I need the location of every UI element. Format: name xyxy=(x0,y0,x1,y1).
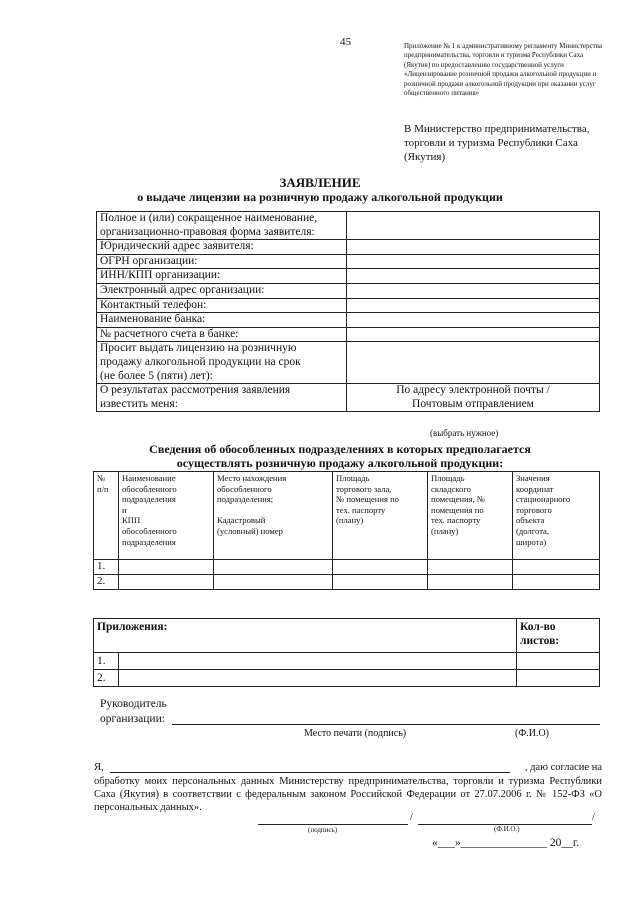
stamp-caption: Место печати (подпись) xyxy=(304,728,407,739)
fio-caption: (Ф.И.О) xyxy=(515,728,550,739)
form-label: Просит выдать лицензию на розничную продажу алкогольной продукции на срок (не более 5 (пяти) лет): xyxy=(97,342,347,384)
addressee-line: торговли и туризма Республики Саха xyxy=(404,137,578,149)
table-row xyxy=(94,670,600,687)
row-number: 1. xyxy=(94,560,119,575)
col-header-coordinates: Значения координат стационарного торгового объекта (долгота, широта) xyxy=(513,472,600,560)
inn-kpp-field[interactable] xyxy=(347,269,600,284)
row-number: 2. xyxy=(94,575,119,590)
attachment-cell[interactable] xyxy=(119,670,517,687)
sheets-header: Кол-во листов: xyxy=(517,619,600,653)
page-number: 45 xyxy=(340,36,351,48)
sheets-cell[interactable] xyxy=(517,653,600,670)
table-cell[interactable] xyxy=(119,575,214,590)
form-label: Полное и (или) сокращенное наименование, организационно-правовая форма заявителя: xyxy=(97,212,347,240)
table-header-row xyxy=(94,619,600,653)
license-term-field[interactable] xyxy=(347,342,600,384)
table-row xyxy=(94,560,600,575)
attachment-cell[interactable] xyxy=(119,653,517,670)
table-cell[interactable] xyxy=(513,575,600,590)
addressee-line: (Якутия) xyxy=(404,151,446,163)
attachments-header: Приложения: xyxy=(94,619,517,653)
notify-options xyxy=(347,384,600,412)
section-title: Сведения об обособленных подразделениях в которых предполагается осуществлять розничную продажу алкогольной продукции: xyxy=(149,442,531,470)
form-label: Контактный телефон: xyxy=(97,298,347,313)
addressee-line: В Министерство предпринимательства, xyxy=(404,123,590,135)
ogrn-field[interactable] xyxy=(347,254,600,269)
slash-end: / xyxy=(592,812,595,823)
consent-tail: , даю согласие на xyxy=(524,762,602,773)
fio-caption-2: (Ф.И.О.) xyxy=(494,825,520,833)
form-row xyxy=(97,342,600,384)
date-line[interactable]: «___»_______________ 20__г. xyxy=(432,837,580,849)
notify-option-post[interactable]: Почтовым отправлением xyxy=(412,397,534,410)
form-row xyxy=(97,298,600,313)
col-header-storage-area: Площадь складского помещения, № помещения по тех. паспорту (плану) xyxy=(428,472,513,560)
sheets-cell[interactable] xyxy=(517,670,600,687)
head-signature-line[interactable] xyxy=(172,724,600,725)
consent-body: обработку моих персональных данных Министерству предпринимательства, торговли и туризма Республики Саха (Якутия) в соответствии с федеральным законом Российской Федерации от 27.07.2006 г. № 152-ФЗ «О персональных данных». xyxy=(94,776,602,813)
bank-account-field[interactable] xyxy=(347,327,600,342)
appendix-note: Приложение № 1 к административному регламенту Министерства предпринимательства, торговли и туризма Республики Саха (Якутия) по предоставлению государственной услуги «Лицензирование розничной продажи алкогольной продукции и розничной продажи алкогольной продукции при оказании услуг общественного питания» xyxy=(404,42,603,98)
document-title: ЗАЯВЛЕНИЕ xyxy=(279,175,361,190)
table-header-row xyxy=(94,472,600,560)
row-number: 1. xyxy=(94,653,119,670)
form-row xyxy=(97,327,600,342)
applicant-form-table xyxy=(96,211,600,412)
form-label: Электронный адрес организации: xyxy=(97,283,347,298)
col-header-location: Место нахождения обособленного подразделения; Кадастровый (условный) номер xyxy=(214,472,333,560)
sign-caption: (подпись) xyxy=(308,826,338,834)
form-row xyxy=(97,283,600,298)
form-row xyxy=(97,254,600,269)
attachments-table xyxy=(93,618,600,687)
form-row xyxy=(97,240,600,255)
table-cell[interactable] xyxy=(513,560,600,575)
consent-start: Я, xyxy=(94,762,104,773)
form-row xyxy=(97,313,600,328)
form-row xyxy=(97,269,600,284)
form-label: Юридический адрес заявителя: xyxy=(97,240,347,255)
table-cell[interactable] xyxy=(119,560,214,575)
table-cell[interactable] xyxy=(333,575,428,590)
table-cell[interactable] xyxy=(428,560,513,575)
choose-note: (выбрать нужное) xyxy=(430,428,499,438)
row-number: 2. xyxy=(94,670,119,687)
table-cell[interactable] xyxy=(214,560,333,575)
col-header-name: Наименование обособленного подразделения и КПП обособленного подразделения xyxy=(119,472,214,560)
col-header-number: № п/п xyxy=(94,472,119,560)
phone-field[interactable] xyxy=(347,298,600,313)
bank-name-field[interactable] xyxy=(347,313,600,328)
form-label: ИНН/КПП организации: xyxy=(97,269,347,284)
head-label: Руководитель организации: xyxy=(100,698,167,725)
legal-address-field[interactable] xyxy=(347,240,600,255)
form-row xyxy=(97,212,600,240)
table-cell[interactable] xyxy=(428,575,513,590)
col-header-trade-area: Площадь торгового зала, № помещения по тех. паспорту (плану) xyxy=(333,472,428,560)
notify-option-email[interactable]: По адресу электронной почты / xyxy=(396,384,550,397)
addressee-block xyxy=(404,122,604,164)
email-field[interactable] xyxy=(347,283,600,298)
slash: / xyxy=(410,812,413,823)
form-label: О результатах рассмотрения заявления известить меня: xyxy=(97,384,347,412)
form-label: ОГРН организации: xyxy=(97,254,347,269)
document-subtitle: о выдаче лицензии на розничную продажу алкогольной продукции xyxy=(137,190,503,204)
table-cell[interactable] xyxy=(333,560,428,575)
consent-name-line[interactable] xyxy=(110,772,510,773)
form-label: Наименование банка: xyxy=(97,313,347,328)
table-cell[interactable] xyxy=(214,575,333,590)
subdivisions-table xyxy=(93,471,600,590)
signature-line[interactable] xyxy=(258,824,408,825)
table-row xyxy=(94,575,600,590)
organization-name-field[interactable] xyxy=(347,212,600,240)
form-label: № расчетного счета в банке: xyxy=(97,327,347,342)
notify-row xyxy=(97,384,600,412)
table-row xyxy=(94,653,600,670)
